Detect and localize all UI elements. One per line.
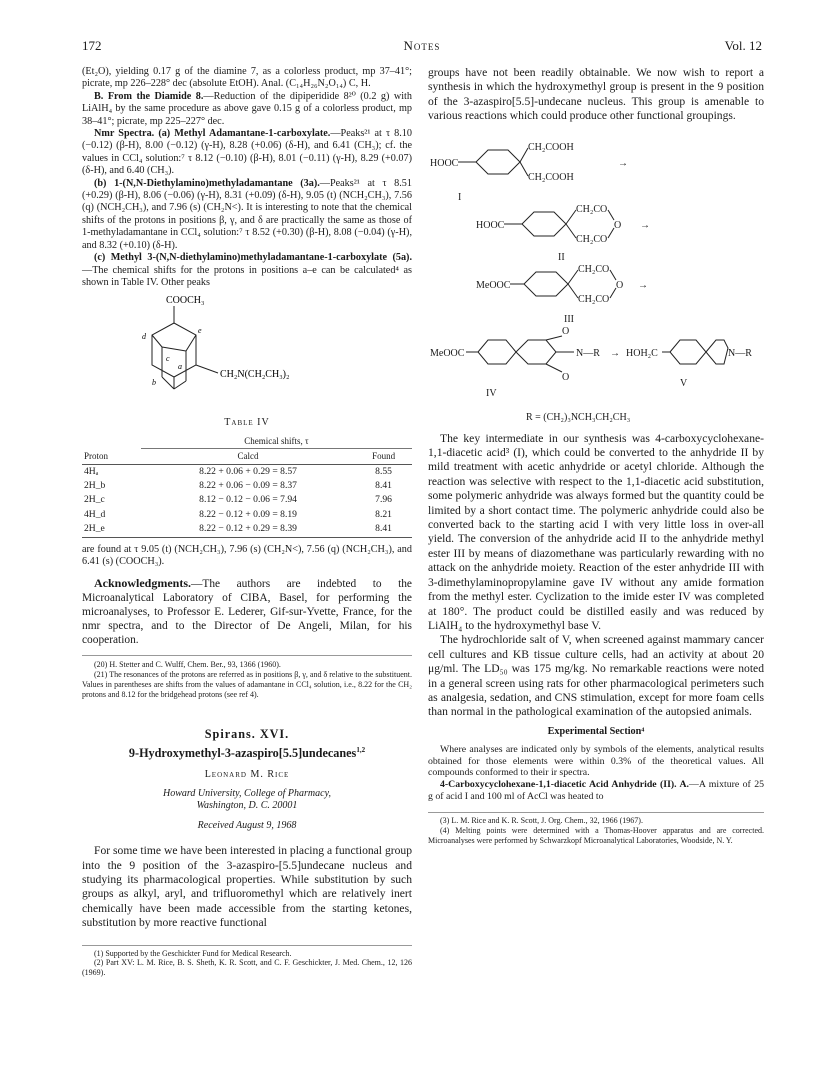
col-header-calcd: Calcd [141,449,355,464]
footnote-2: (2) Part XV: L. M. Rice, B. S. Sheth, K. R. Scott, and C. F. Geschickter, J. Med. Chem., 12, 126 (1969). [82,958,412,978]
scheme-arrow-1: → [618,157,628,169]
scheme-label-meooc-3: MeOOC [476,279,511,291]
scheme-label-o-4a: O [562,325,570,337]
paragraph-heading: 4-Carboxycyclohexane-1,1-diacetic Acid Anhydride (II). A. [440,778,690,790]
paragraph-other-peaks: are found at τ 9.05 (t) (NCH₂CH₃), 7.96 (s) (CH₂N<), 7.56 (q) (NCH₂CH₃), and 6.41 (s) (COOCH₃). [82,543,412,567]
table-row: 4Hₐ 8.22 + 0.06 + 0.29 = 8.57 8.55 [84,465,392,477]
chemical-shift-table [82,434,412,538]
group-header-chemical-shifts: Chemical shifts, τ [141,434,412,449]
paragraph-continuation: groups have not been readily obtainable. We now wish to report a synthesis in which the hydroxymethyl group is present in the 9 position of the 3-azaspiro[5.5]-undecane nucleus. This group is amenable to various reactions which could produce other functional groupings. [428,66,764,123]
page-number: 172 [82,38,102,53]
page-header [82,38,762,56]
table-row: 2H_e 8.22 − 0.12 + 0.29 = 8.39 8.41 [82,522,412,537]
scheme-label-ch2co-2b: CH₂CO [576,233,608,245]
struct-label-b: b [152,378,156,388]
struct-label-a: a [178,362,182,372]
footnote-4: (4) Melting points were determined with a Thomas-Hoover apparatus and are corrected. Microanalyses were performed by Schwarzkopf Microanalytical Laboratories, Woodside, N. Y. [428,825,764,845]
paragraph-pharmacology: The hydrochloride salt of V, when screened against mammary cancer cell cultures and KB tissue culture cells, had an activity at about 20 μg/ml. The LD₅₀ was 175 mg/kg. No remarkable reactions were noted in a general screen using rats for other pharmacological perimeters such as analgesia, sedation, and CNS stimulation, except for more foam cells than normal in the pathological examination of the autopsied animals. [428,633,764,719]
footnotes-left-bottom [82,945,412,978]
right-column [428,66,764,846]
col-header-found: Found [355,449,412,464]
struct-label-d: d [142,332,146,342]
scheme-label-n-r-4: N—R [576,347,600,359]
scheme-label-ch2cooh-top: CH₂COOH [528,141,574,153]
struct-label-e: e [198,326,202,336]
scheme-label-o-2: O [614,219,622,231]
paragraph-diamide: B. From the Diamide 8.—Reduction of the dipiperidide 8²⁰ (0.2 g) with LiAlH₄ by the same procedure as above gave 0.15 g of a colorless product, mp 38–41°; picrate, mp 225–227° dec. [82,90,412,127]
paragraph-synthesis: The key intermediate in our synthesis was 4-carboxycyclohexane-1,1-diacetic acid³ (I), which could be converted to the anhydride II by mild treatment with acetic anhydride or acetyl chloride. Although the reaction was selective with respect to the 1,1-diacetic acid substitution, some polymeric anhydride was always formed but the quantity could be limited by a short contact time. The polymeric anhydride could also be converted back to the starting acid I with very little loss in over-all yield. The conversion of the anhydride acid II to the anhydride methyl ester III by means of diazomethane was particularly rewarding with no attack on the anhydride moiety. Reaction of the ester anhydride III with 3-dimethylaminopropylamine gave IV without any amide formation from the methyl ester. Cyclization to the imide ester IV was completed at 180°. The product could be distilled easily and was reduced by LiAlH₄ to the hydroxymethyl base V. [428,431,764,632]
scheme-label-ch2co-2a: CH₂CO [576,203,608,215]
paragraph-experimental-note: Where analyses are indicated only by symbols of the elements, analytical results obtained for those elements were within 0.3% of the theoretical values. All compounds conformed to their ir spectra. [428,744,764,779]
compound-label-II: II [558,251,565,263]
scheme-arrow-3: → [638,279,648,291]
footnote-20: (20) H. Stetter and C. Wulff, Chem. Ber., 93, 1366 (1960). [94,660,281,670]
footnote-1: (1) Supported by the Geschickter Fund for Medical Research. [94,948,292,958]
scheme-label-hooc-1: HOOC [430,157,459,169]
synthesis-scheme [428,128,764,428]
paragraph-nmr-c: (c) Methyl 3-(N,N-diethylamino)methyladamantane-1-carboxylate (5a).—The chemical shifts for the protons in positions a–e can be calculated⁴ as shown in Table IV. Other peaks [82,252,412,288]
col-header-proton: Proton [82,449,141,464]
received-date: Received August 9, 1968 [197,819,297,831]
footnote-21: (21) The resonances of the protons are referred as in positions β, γ, and δ relative to the substituent. Values in parentheses are shifts from the values of adamantane in CCl₄ solution, i.e., 8.22 for the CH₂ protons and 8.12 for the bridgehead protons (see ref 4). [82,670,412,699]
paragraph-heading: Nmr Spectra. (a) Methyl Adamantane-1-carboxylate. [94,128,331,140]
paragraph-heading: (c) Methyl 3-(N,N-diethylamino)methyladamantane-1-carboxylate (5a). [94,252,412,264]
paragraph-nmr-a: Nmr Spectra. (a) Methyl Adamantane-1-carboxylate.—Peaks²¹ at τ 8.10 (−0.12) (β-H), 8.00 (−0.12) (γ-H), 8.28 (+0.06) (δ-H), and 6.41 (CH₃); cf. the values in CCl₄ solution:⁷ τ 8.12 (−0.10) (β-H), 8.01 (−0.11) (γ-H), 8.29 (+0.07) (δ-H), and 6.40 (CH₃). [82,128,412,177]
ack-heading: Acknowledgments. [94,576,192,591]
left-column [82,66,412,978]
acknowledgments: Acknowledgments.—The authors are indebted to the Microanalytical Laboratory of CIBA, Basel, for performing the microanalyses, to Professor E. Lederer, Gif-sur-Yvette, France, for the nmr spectra, and to the Director of De Angeli, Milan, for his cooperation. [82,576,412,647]
table-header-row [82,449,412,464]
article-header [82,728,412,833]
author-name: Leonard M. Rice [204,769,290,781]
struct-label-cooch3: COOCH₃ [166,295,205,307]
struct-label-side-chain: CH₂N(CH₂CH₃)₂ [220,369,290,381]
footnotes-left-top [82,655,412,699]
experimental-section-title: Experimental Section⁴ [547,725,645,737]
table-group-header [82,434,412,449]
table-row: 2H_b 8.22 + 0.06 − 0.09 = 8.37 8.41 [84,479,392,491]
paragraph-heading: B. From the Diamide 8. [94,90,204,102]
scheme-label-meooc-4: MeOOC [430,347,465,359]
adamantane-structure [82,293,412,411]
journal-section-title: Notes [403,38,441,53]
struct-label-c: c [166,354,170,364]
scheme-r-definition: R = (CH₂)₃NCH₃CH₂CH₃ [526,411,631,423]
compound-label-I: I [458,191,462,203]
scheme-label-hoh2c: HOH₂C [626,347,658,359]
scheme-label-ch2co-3b: CH₂CO [578,293,610,305]
author-affiliation: Howard University, College of Pharmacy, Washington, D. C. 20001 [163,787,331,811]
table-row: 4H_d 8.22 − 0.12 + 0.09 = 8.19 8.21 [84,508,392,520]
compound-label-IV: IV [486,387,497,399]
paragraph-heading: (b) 1-(N,N-Diethylamino)methyladamantane (3a). [94,177,320,189]
scheme-arrow-2: → [640,219,650,231]
volume-number: Vol. 12 [724,38,762,53]
footnote-3: (3) L. M. Rice and K. R. Scott, J. Org. Chem., 32, 1966 (1967). [440,816,643,826]
paragraph-diamine: (Et₂O), yielding 0.17 g of the diamine 7, as a colorless product, mp 37–41°; picrate, mp 226–228° dec (absolute EtOH). Anal. (C₁₄H₂₆N₂O₁₄) C, H. [82,66,412,90]
compound-label-III: III [564,313,574,325]
paragraph-nmr-b: (b) 1-(N,N-Diethylamino)methyladamantane (3a).—Peaks²¹ at τ 8.51 (+0.29) (β-H), 8.06 (−0.06) (γ-H), 8.31 (+0.09) (δ-H), 9.05 (t) (NCH₂CH₃), 7.56 (q) (NCH₂CH₃), and 7.96 (s) (CH₂N<). It is interesting to note that the chemical shifts of the protons in positions β, γ, and δ are practically the same as those of 1-methyladamantane in CCl₄ solution:⁷ τ 8.52 (+0.30) (β-H), 8.08 (−0.04) (γ-H), and 8.32 (+0.10) (δ-H). [82,177,412,251]
scheme-label-hooc-2: HOOC [476,219,505,231]
paragraph-intro: For some time we have been interested in placing a functional group into the 9 position of the 3-azaspiro-[5.5]undecane nucleus and studying its pharmacological properties. While substitution by such groups as alkyl, aryl, and trifluoromethyl which are relatively inert chemically have been made accessible from the starting ketones, substitution by more reactive functional [82,844,412,930]
footnotes-right [428,812,764,845]
table-row: 2H_c 8.12 − 0.12 − 0.06 = 7.94 7.96 [84,494,392,506]
scheme-label-o-4b: O [562,371,570,383]
scheme-label-o-3: O [616,279,624,291]
table-title: Table IV [224,417,270,429]
article-subtitle: 9-Hydroxymethyl-3-azaspiro[5.5]undecanes$^{1,2}$ [128,745,366,761]
paragraph-experimental-anhydride: 4-Carboxycyclohexane-1,1-diacetic Acid Anhydride (II). A.—A mixture of 25 g of acid I and 100 ml of AcCl was heated to [428,778,764,802]
scheme-arrow-4: → [610,347,620,359]
scheme-label-ch2co-3a: CH₂CO [578,263,610,275]
article-title: Spirans. XVI. [204,726,290,741]
scheme-label-n-r-5: N—R [728,347,752,359]
scheme-label-ch2cooh-bottom: CH₂COOH [528,171,574,183]
compound-label-V: V [680,377,688,389]
